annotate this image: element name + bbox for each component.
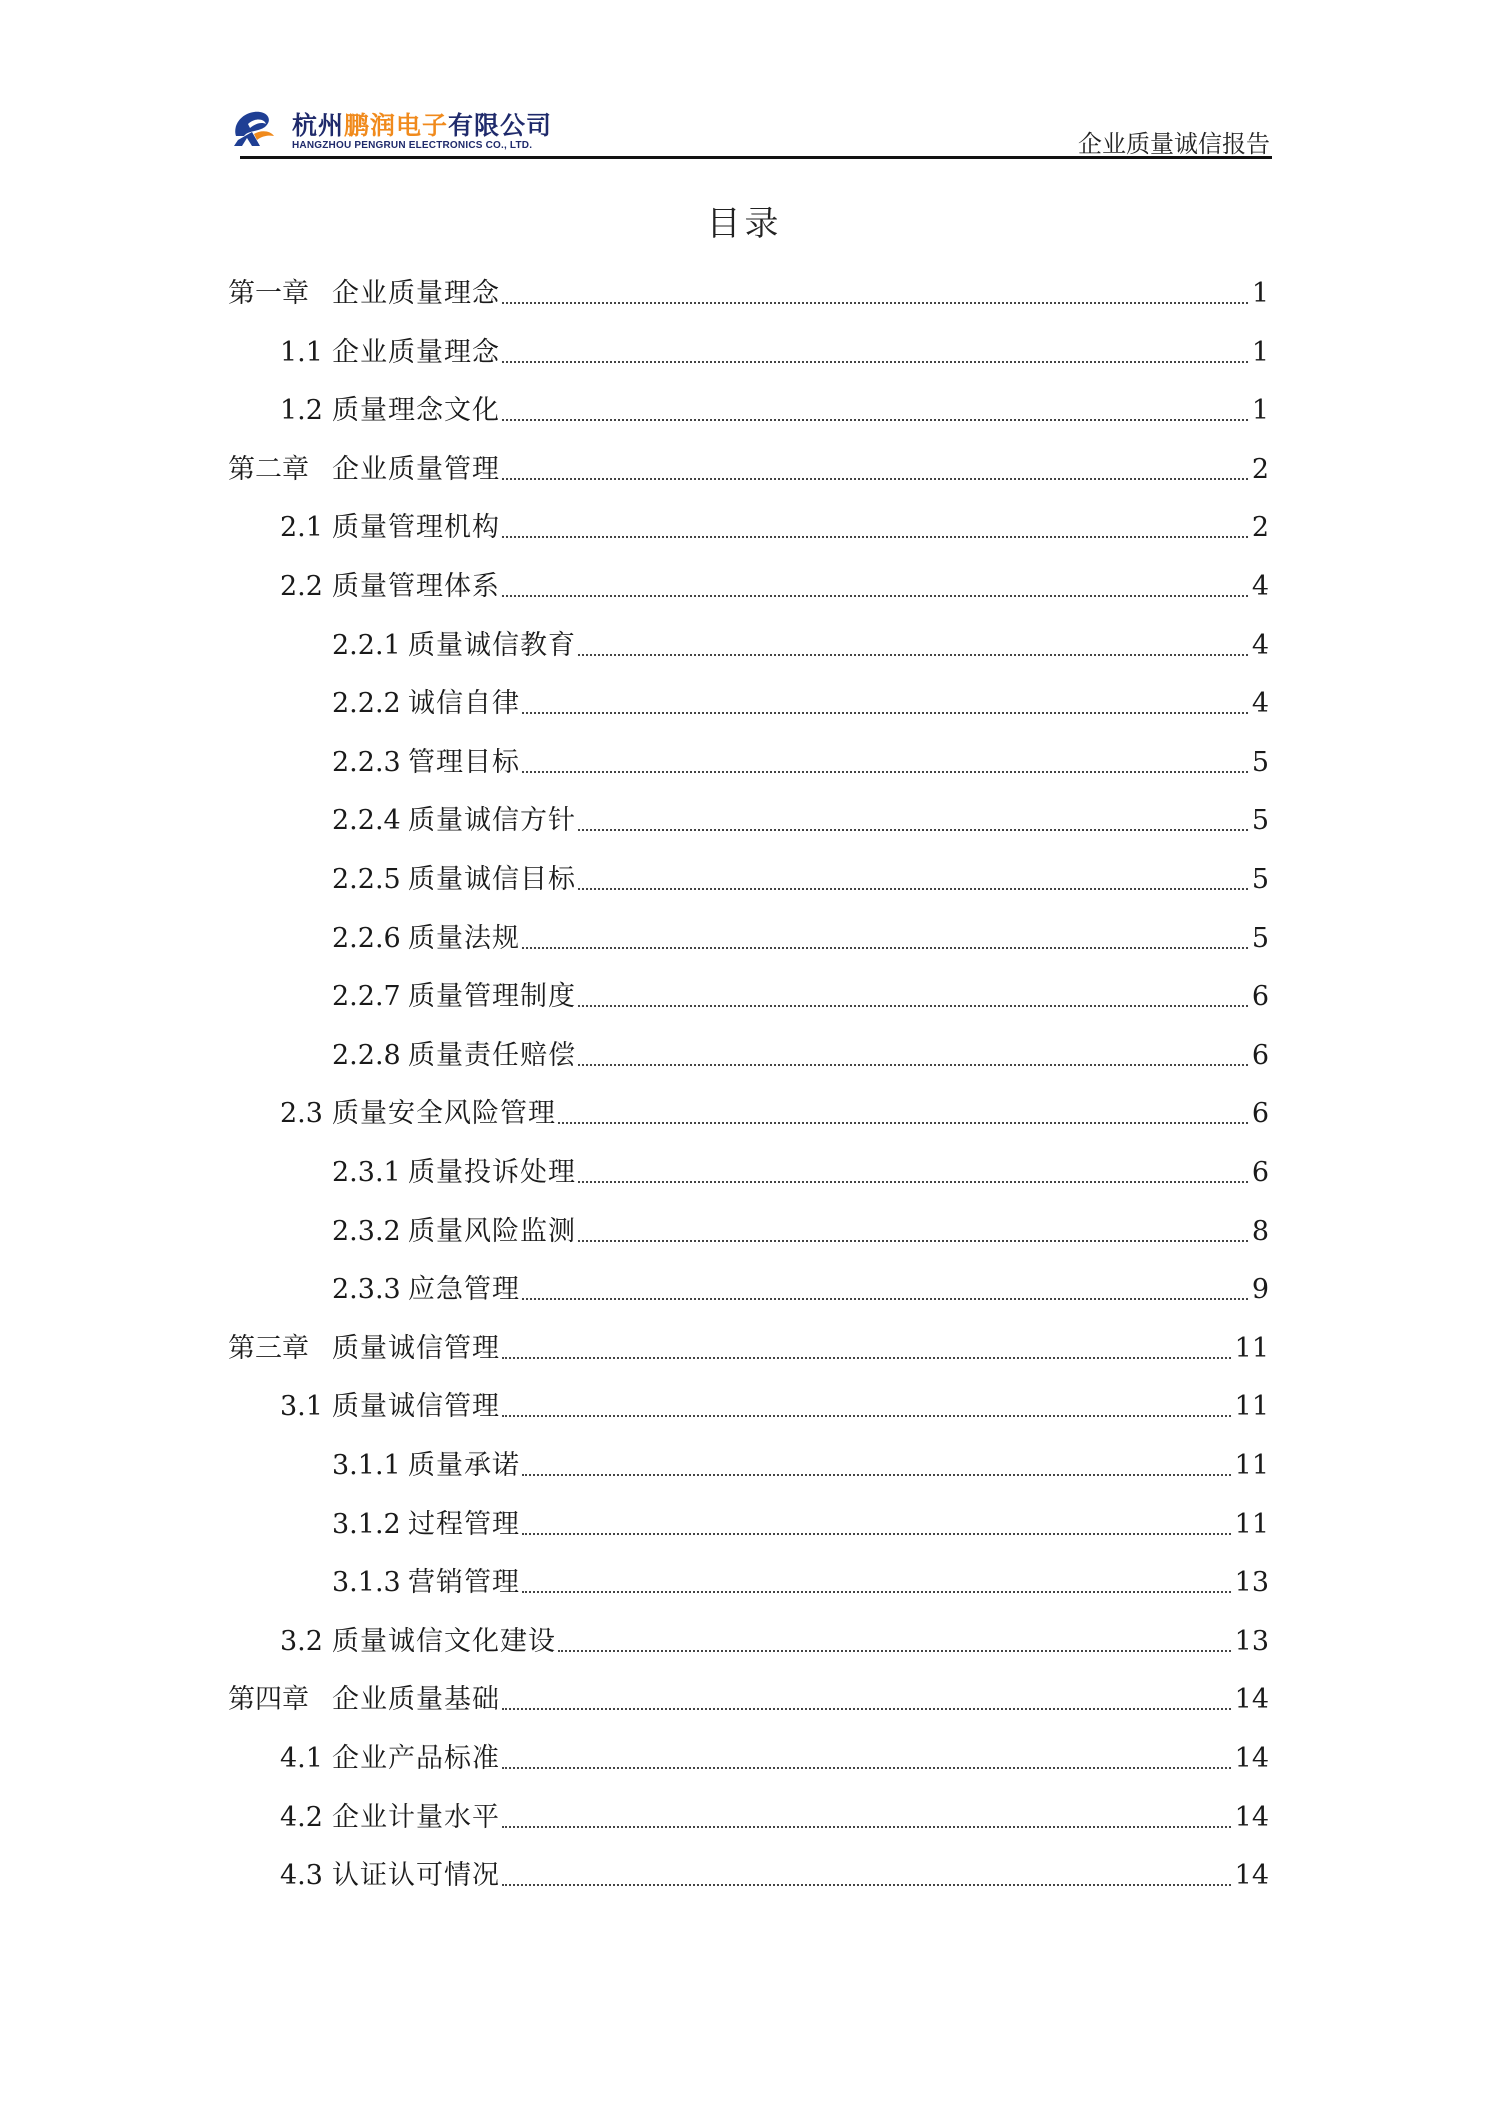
toc-entry-page: 5 (1251, 922, 1269, 954)
toc-entry-number: 2.2.6 (332, 922, 401, 954)
toc-entry[interactable] (280, 565, 1269, 605)
toc-entry[interactable] (228, 272, 1269, 312)
toc-entry-label: 营销管理 (408, 1567, 520, 1599)
toc-dot-leader (502, 361, 1248, 363)
toc-dot-leader (578, 654, 1248, 656)
toc-dot-leader (558, 1122, 1248, 1124)
toc-entry-label: 质量诚信管理 (332, 1391, 500, 1423)
toc-entry[interactable] (280, 1854, 1269, 1894)
toc-entry-number: 3.1 (280, 1391, 323, 1423)
toc-dot-leader (502, 595, 1248, 597)
toc-dot-leader (578, 1064, 1248, 1066)
toc-entry-number: 2.2.1 (332, 629, 401, 661)
toc-entry-number: 第三章 (228, 1332, 309, 1364)
toc-dot-leader (502, 419, 1248, 421)
toc-dot-leader (522, 1533, 1231, 1535)
toc-entry[interactable] (228, 1327, 1269, 1367)
toc-entry-label: 质量风险监测 (408, 1215, 576, 1247)
toc-entry[interactable] (332, 741, 1269, 781)
toc-entry-page: 11 (1234, 1332, 1269, 1364)
toc-entry-number: 4.1 (280, 1743, 323, 1774)
toc-entry-number: 2.2.2 (332, 688, 401, 720)
toc-dot-leader (502, 302, 1248, 304)
toc-entry-label: 企业产品标准 (332, 1743, 500, 1774)
toc-dot-leader (502, 478, 1248, 480)
toc-entry[interactable] (332, 1034, 1269, 1074)
toc-title: 目录 (706, 204, 783, 244)
toc-dot-leader (578, 888, 1248, 890)
company-name-en: HANGZHOU PENGRUN ELECTRONICS CO., LTD. (292, 140, 533, 151)
toc-entry-page: 4 (1251, 629, 1269, 661)
toc-entry-number: 3.1.2 (332, 1508, 401, 1540)
toc-entry[interactable] (280, 331, 1269, 371)
toc-entry[interactable] (332, 624, 1269, 664)
toc-entry-label: 认证认可情况 (332, 1860, 500, 1892)
toc-entry-page: 11 (1234, 1391, 1269, 1423)
toc-entry-number: 3.2 (280, 1625, 323, 1657)
toc-entry-label: 质量诚信教育 (408, 629, 576, 661)
toc-entry-page: 14 (1234, 1801, 1269, 1833)
toc-dot-leader (502, 1826, 1231, 1828)
toc-entry-label: 企业质量管理 (332, 453, 500, 485)
toc-dot-leader (522, 712, 1248, 714)
toc-entry-label: 质量承诺 (408, 1450, 520, 1481)
toc-entry[interactable] (332, 917, 1269, 957)
toc-entry[interactable] (280, 1796, 1269, 1836)
toc-entry-page: 2 (1251, 512, 1269, 544)
toc-dot-leader (578, 1005, 1248, 1007)
toc-dot-leader (522, 1474, 1231, 1476)
toc-entry[interactable] (228, 448, 1269, 488)
toc-entry[interactable] (332, 682, 1269, 722)
toc-entry-number: 2.2.5 (332, 864, 401, 895)
toc-entry[interactable] (332, 1268, 1269, 1308)
toc-entry-label: 质量管理体系 (332, 571, 500, 602)
toc-entry-page: 6 (1251, 981, 1269, 1013)
toc-entry[interactable] (332, 1444, 1269, 1484)
toc-entry-page: 11 (1234, 1450, 1269, 1481)
toc-entry-page: 11 (1234, 1508, 1269, 1540)
toc-entry-label: 企业质量理念 (332, 278, 500, 309)
report-title: 企业质量诚信报告 (1078, 130, 1270, 158)
toc-entry-page: 13 (1234, 1625, 1269, 1657)
toc-dot-leader (558, 1650, 1231, 1652)
toc-entry-number: 第四章 (228, 1684, 309, 1716)
toc-entry-label: 诚信自律 (408, 688, 520, 720)
toc-entry-number: 2.2.8 (332, 1039, 401, 1071)
toc-entry-label: 质量法规 (408, 922, 520, 954)
toc-entry-label: 管理目标 (408, 746, 520, 778)
company-name-cn: 杭州鹏润电子有限公司 (292, 111, 553, 140)
toc-dot-leader (578, 829, 1248, 831)
toc-entry-number: 2.2.3 (332, 746, 401, 778)
toc-entry-page: 13 (1234, 1567, 1269, 1599)
toc-dot-leader (578, 1181, 1248, 1183)
toc-dot-leader (522, 947, 1248, 949)
toc-entry-page: 6 (1251, 1039, 1269, 1071)
toc-dot-leader (522, 771, 1248, 773)
toc-entry-page: 14 (1234, 1743, 1269, 1774)
toc-dot-leader (522, 1298, 1248, 1300)
toc-entry-number: 4.3 (280, 1860, 323, 1892)
toc-entry-label: 过程管理 (408, 1508, 520, 1540)
toc-entry-page: 4 (1251, 688, 1269, 720)
toc-entry[interactable] (280, 1385, 1269, 1425)
toc-entry-page: 5 (1251, 805, 1269, 837)
toc-entry-page: 14 (1234, 1860, 1269, 1892)
toc-entry-number: 第二章 (228, 453, 309, 485)
toc-entry[interactable] (280, 1737, 1269, 1777)
toc-entry[interactable] (228, 1678, 1269, 1718)
toc-entry-label: 企业质量理念 (332, 336, 500, 368)
toc-entry-number: 第一章 (228, 278, 309, 309)
toc-entry-label: 质量责任赔偿 (408, 1039, 576, 1071)
toc-entry-label: 质量投诉处理 (408, 1157, 576, 1188)
toc-entry-label: 质量理念文化 (332, 395, 500, 427)
toc-entry-number: 4.2 (280, 1801, 323, 1833)
toc-entry-number: 2.3.2 (332, 1215, 401, 1247)
toc-entry[interactable] (332, 858, 1269, 898)
toc-entry-label: 质量诚信管理 (332, 1332, 500, 1364)
toc-dot-leader (578, 1240, 1248, 1242)
toc-entry[interactable] (280, 1092, 1269, 1132)
toc-entry-label: 质量管理机构 (332, 512, 500, 544)
toc-dot-leader (502, 1884, 1231, 1886)
toc-entry-page: 6 (1251, 1098, 1269, 1130)
toc-entry[interactable] (332, 1503, 1269, 1543)
toc-entry[interactable] (332, 799, 1269, 839)
toc-entry-page: 4 (1251, 571, 1269, 602)
toc-entry-number: 2.1 (280, 512, 323, 544)
toc-entry[interactable] (332, 975, 1269, 1015)
toc-entry-number: 2.3.1 (332, 1157, 401, 1188)
toc-entry[interactable] (280, 1620, 1269, 1660)
toc-dot-leader (502, 1708, 1231, 1710)
toc-entry-label: 应急管理 (408, 1274, 520, 1306)
toc-entry-page: 1 (1251, 278, 1269, 309)
toc-dot-leader (502, 1767, 1231, 1769)
toc-entry-number: 2.3.3 (332, 1274, 401, 1306)
toc-entry-label: 质量诚信方针 (408, 805, 576, 837)
toc-entry-page: 5 (1251, 746, 1269, 778)
toc-entry[interactable] (280, 389, 1269, 429)
toc-entry-label: 企业计量水平 (332, 1801, 500, 1833)
toc-entry-page: 14 (1234, 1684, 1269, 1716)
toc-entry-number: 2.2 (280, 571, 323, 602)
toc-entry[interactable] (332, 1561, 1269, 1601)
toc-entry-label: 企业质量基础 (332, 1684, 500, 1716)
toc-entry-number: 1.1 (280, 336, 323, 368)
toc-entry-number: 2.2.7 (332, 981, 401, 1013)
toc-entry-number: 1.2 (280, 395, 323, 427)
toc-entry[interactable] (332, 1210, 1269, 1250)
toc-entry[interactable] (332, 1151, 1269, 1191)
toc-entry-label: 质量管理制度 (408, 981, 576, 1013)
toc-entry-page: 8 (1251, 1215, 1269, 1247)
toc-entry-page: 1 (1251, 336, 1269, 368)
toc-entry-page: 1 (1251, 395, 1269, 427)
toc-entry-page: 2 (1251, 453, 1269, 485)
toc-entry-number: 2.2.4 (332, 805, 401, 837)
toc-entry-label: 质量诚信文化建设 (332, 1625, 556, 1657)
toc-dot-leader (502, 536, 1248, 538)
toc-dot-leader (502, 1357, 1231, 1359)
toc-entry[interactable] (280, 506, 1269, 546)
toc-dot-leader (522, 1591, 1231, 1593)
toc-entry-number: 2.3 (280, 1098, 323, 1130)
toc-entry-page: 9 (1251, 1274, 1269, 1306)
toc-entry-number: 3.1.1 (332, 1450, 401, 1481)
toc-entry-page: 5 (1251, 864, 1269, 895)
toc-entry-label: 质量安全风险管理 (332, 1098, 556, 1130)
toc-entry-number: 3.1.3 (332, 1567, 401, 1599)
toc-entry-label: 质量诚信目标 (408, 864, 576, 895)
toc-entry-page: 6 (1251, 1157, 1269, 1188)
toc-dot-leader (502, 1415, 1231, 1417)
